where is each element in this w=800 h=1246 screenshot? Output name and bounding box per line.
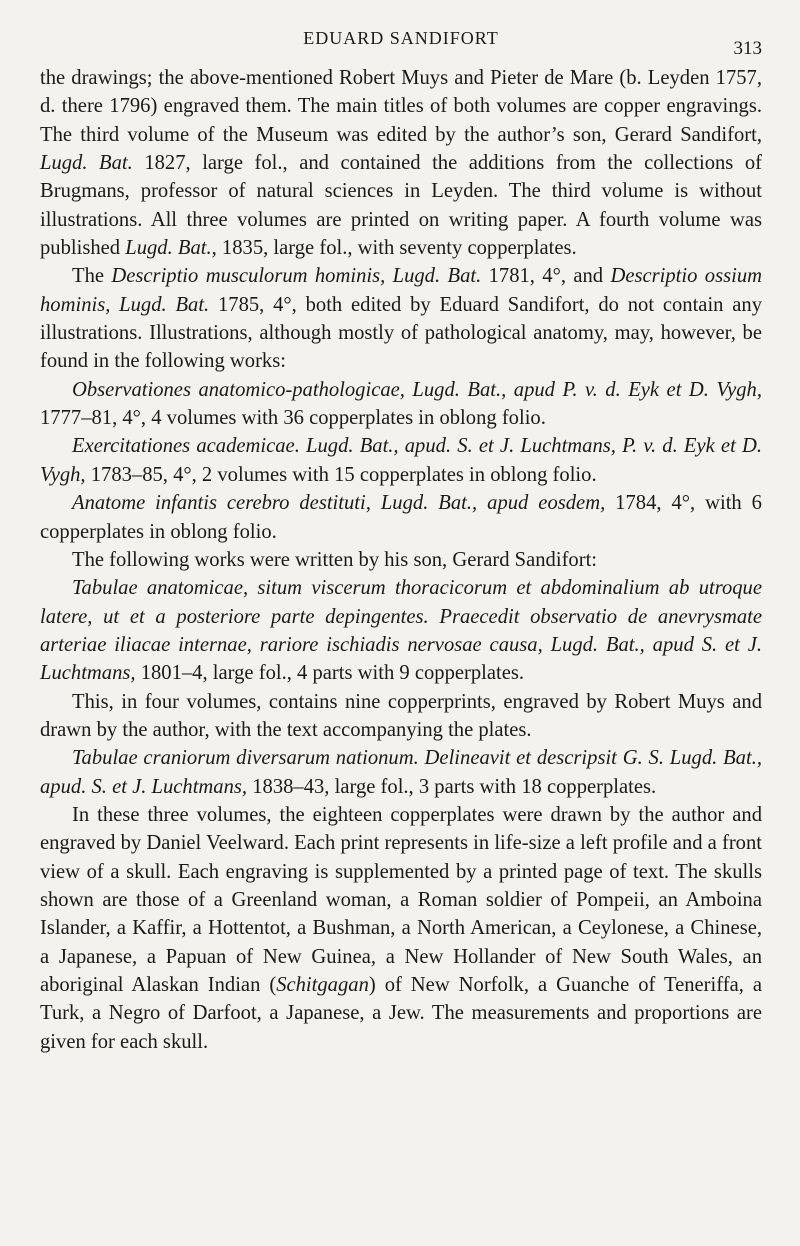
- italic-text: Tabulae anatomicae, situm viscerum thoracicorum et abdominalium ab utroque latere, ut et a posteriore parte depingentes. Praecedit observatio de anevrysmate arteriae iliacae internae, rariore ischiadis nervosae causa, Lugd. Bat., apud S. et J. Luchtmans,: [40, 577, 762, 685]
- text-run: The following works were written by his son, Gerard Sandifort:: [72, 548, 598, 571]
- italic-text: Descriptio musculorum hominis, Lugd. Bat.: [111, 265, 482, 288]
- page-header: [40, 24, 762, 64]
- text-run: This, in four volumes, contains nine copperprints, engraved by Robert Muys and drawn by the author, with the text accompanying the plates.: [40, 690, 762, 741]
- italic-text: Descriptio ossium hominis, Lugd. Bat.: [40, 265, 762, 316]
- text-run: 1838–43, large fol., 3 parts with 18 copperplates.: [247, 775, 657, 798]
- paragraph: [40, 489, 762, 546]
- paragraph: [40, 688, 762, 745]
- body-text: [40, 64, 762, 1056]
- italic-text: Observationes anatomico-pathologicae, Lugd. Bat., apud P. v. d. Eyk et D. Vygh,: [72, 378, 762, 401]
- page-number: 313: [733, 38, 762, 59]
- text-run: 1783–85, 4°, 2 volumes with 15 copperplates in oblong folio.: [85, 463, 597, 486]
- paragraph: [40, 432, 762, 489]
- text-run: 1785, 4°, both edited by Eduard Sandifort, do not contain any illustrations. Illustrations, although mostly of pathological anatomy, may, however, be found in the following works:: [40, 293, 762, 373]
- text-run: the drawings; the above-mentioned Robert Muys and Pieter de Mare (b. Leyden 1757, d. there 1796) engraved them. The main titles of both volumes are copper engravings. The third volume of the Museum was edited by the author’s son, Gerard Sandifort,: [40, 67, 762, 146]
- paragraph: [40, 376, 762, 433]
- text-run: 1801–4, large fol., 4 parts with 9 copperplates.: [135, 662, 525, 685]
- text-run: 1777–81, 4°, 4 volumes with 36 copperplates in oblong folio.: [40, 407, 546, 430]
- italic-text: Lugd. Bat.: [40, 152, 133, 175]
- italic-text: Lugd. Bat.: [125, 237, 212, 260]
- book-page: [40, 24, 762, 1056]
- paragraph: [40, 64, 762, 262]
- italic-text: Tabulae craniorum diversarum nationum. Delineavit et descripsit G. S. Lugd. Bat., apud. S. et J. Luchtmans,: [40, 747, 762, 798]
- italic-text: Schitgagan: [276, 974, 369, 996]
- text-run: , 1835, large fol., with seventy copperplates.: [211, 237, 577, 260]
- text-run: In these three volumes, the eighteen copperplates were drawn by the author and engraved by Daniel Veelward. Each print represents in life-size a left profile and a front view of a skull. Each engraving is supplemented by a printed page of text. The skulls shown are those of a Greenland woman, a Roman soldier of Pompeii, an Amboina Islander, a Kaffir, a Hottentot, a Bushman, a North American, a Ceylonese, a Chinese, a Japanese, a Papuan of New Guinea, a New Hollander of New South Wales, an aboriginal Alaskan Indian (: [40, 803, 762, 996]
- text-run: 1784, 4°, with 6 copperplates in oblong folio.: [40, 492, 762, 543]
- italic-text: Exercitationes academicae. Lugd. Bat., apud. S. et J. Luchtmans, P. v. d. Eyk et D. Vygh,: [40, 435, 762, 486]
- paragraph: [40, 546, 762, 574]
- running-head: EDUARD SANDIFORT: [303, 28, 499, 48]
- italic-text: Anatome infantis cerebro destituti, Lugd. Bat., apud eosdem,: [72, 492, 606, 515]
- text-run: 1827, large fol., and contained the additions from the collections of Brugmans, professor of natural sciences in Leyden. The third volume is without illustrations. All three volumes are printed on writing paper. A fourth volume was published: [40, 152, 763, 260]
- paragraph: [40, 262, 762, 375]
- text-run: The: [72, 265, 112, 288]
- text-run: ) of New Norfolk, a Guanche of Teneriffa, a Turk, a Negro of Darfoot, a Japanese, a Jew. The measurements and proportions are given for each skull.: [40, 974, 762, 1053]
- paragraph: [40, 744, 762, 801]
- text-run: 1781, 4°, and: [481, 265, 611, 288]
- paragraph: [40, 801, 762, 1056]
- paragraph: [40, 574, 762, 687]
